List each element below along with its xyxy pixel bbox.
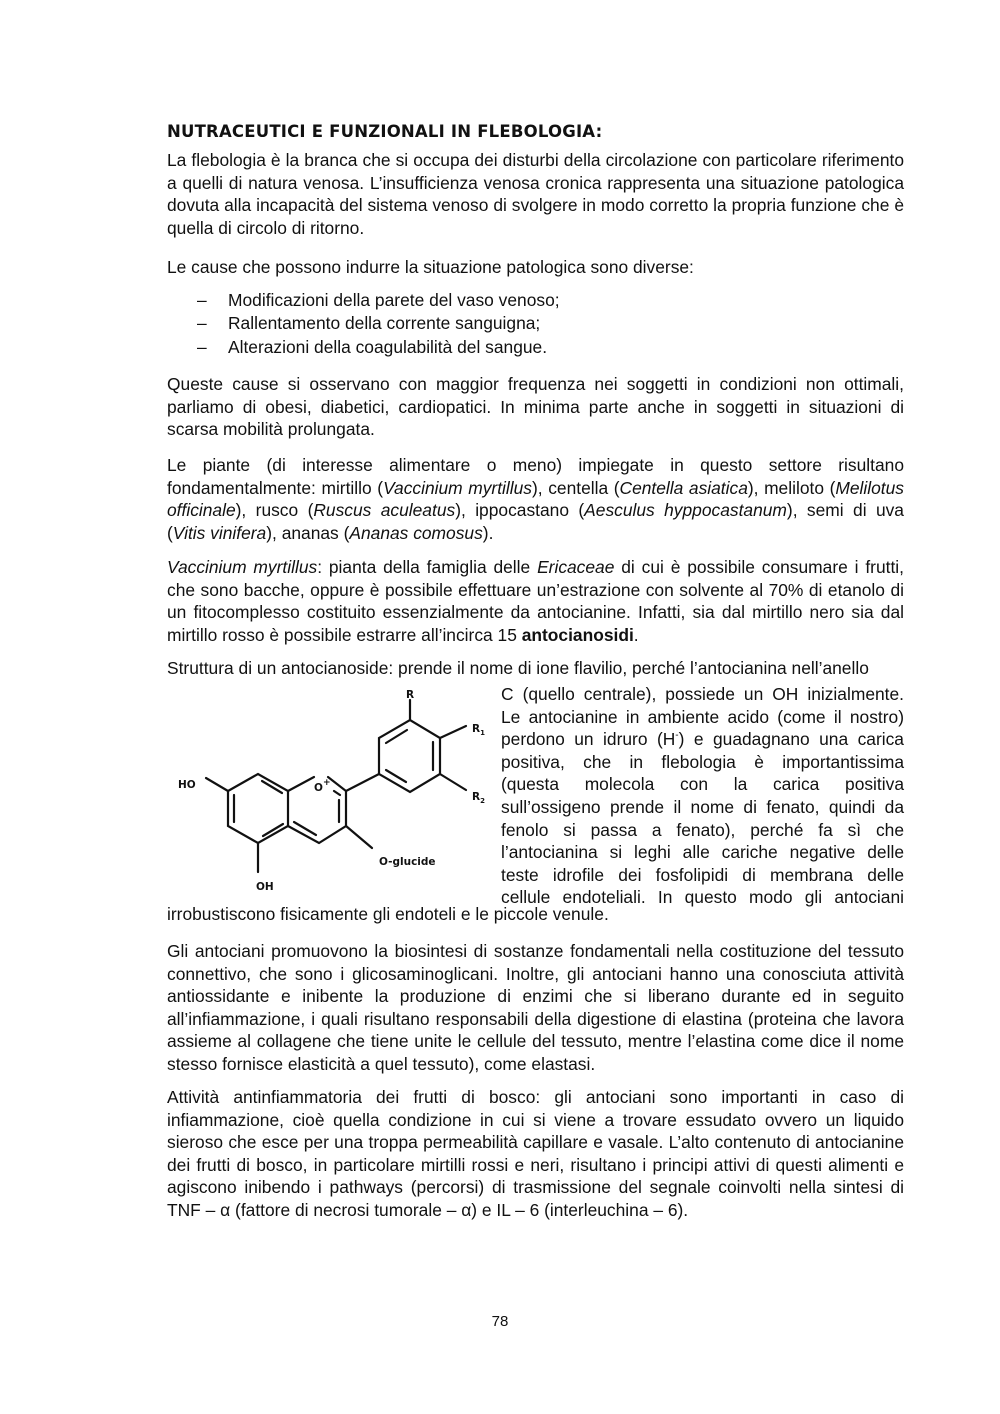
text-run: ), semi di uva ( — [167, 500, 904, 543]
paragraph-intro — [167, 149, 904, 239]
list-dash: – — [197, 336, 207, 357]
flavylium-structure-figure — [174, 688, 494, 906]
species-name: Vaccinium myrtillus — [383, 477, 532, 498]
label-ho: HO — [178, 779, 196, 791]
label-r1: $R_1$ — [472, 723, 485, 737]
text-run: ), ananas ( — [266, 522, 350, 543]
wrapped-line: cellule endoteliali. In questo modo gli antociani — [501, 887, 904, 908]
bold-term: antocianosidi — [521, 624, 634, 645]
section-heading: NUTRACEUTICI E FUNZIONALI IN FLEBOLOGIA: — [167, 122, 603, 141]
species-name: Vitis vinifera — [172, 522, 267, 543]
paragraph-connective-text: Gli antociani promuovono la biosintesi di sostanze fondamentali nella costituzione del tessuto connettivo, che sono i glicosaminoglicani. Inoltre, gli antociani hanno una conosciuta attività antiossidante e inibente la produzione di enzimi che si liberano durante ed in seguito all’infiammazione, i quali risultano responsabili della digestione di elastina (proteina che lavora assieme al collagene che tiene unite le cellule del tessuto, mentre l’elastina come dice il nome stesso fornisce elasticità a quel tessuto), come elastasi. — [167, 941, 904, 1074]
paragraph-antiinflammatory-text: Attività antinfiammatoria dei frutti di bosco: gli antociani sono importanti in caso di infiammazione, cioè quella condizione in cui si viene a trovare essudato ovvero un liquido sieroso che esce per una troppa permeabilità capillare e vasale. L’alto contenuto di antocianine dei frutti di bosco, in particolare mirtilli rossi e neri, risultano i principi attivi di questi alimenti e agiscono inibendo i pathways (percorsi) di trasmissione del segnale coinvolti nella sintesi di TNF – α (fattore di necrosi tumorale – α) e IL – 6 (interleuchina – 6). — [167, 1087, 904, 1220]
bond-ring-link — [346, 774, 379, 791]
bond-ho — [206, 778, 228, 791]
wrapped-line: teste idrofile dei fosfolipidi di membrana delle — [501, 864, 904, 885]
causes-list — [197, 289, 897, 359]
family-name: Ericaceae — [537, 557, 615, 577]
label-r: R — [406, 689, 415, 701]
list-dash: – — [197, 313, 207, 334]
text-run: ) e guadagnano una carica — [678, 729, 904, 750]
paragraph-plants-text — [167, 454, 904, 544]
text-run: perdono un idruro (H — [501, 729, 676, 750]
list-item — [197, 289, 897, 312]
flavylium-structure-diagram — [174, 688, 494, 906]
paragraph-connective — [167, 940, 904, 1076]
wrapped-line: l’antocianina si leghi alle cariche negative delle — [501, 842, 904, 863]
text-run: Le piante (di interesse alimentare o meno) impiegate in questo settore risultano fondamentalmente: mirtillo ( — [167, 455, 904, 498]
species-name: Vaccinium myrtillus — [167, 557, 318, 577]
species-name: Ruscus aculeatus — [313, 500, 456, 521]
wrapped-line: positiva, che in flebologia è importantissima — [501, 751, 904, 772]
text-run: ), ippocastano ( — [455, 500, 585, 521]
text-run: ), rusco ( — [235, 500, 314, 521]
superscript-minus: - — [675, 730, 679, 742]
paragraph-causes-intro-text: Le cause che possono indurre la situazione patologica sono diverse: — [167, 257, 694, 277]
structure-wrapped-text — [501, 680, 904, 909]
text-run: ). — [482, 522, 494, 543]
species-name: Centella asiatica — [619, 477, 748, 498]
text-run: ), meliloto ( — [747, 477, 836, 498]
list-item-text: Modificazioni della parete del vaso venoso; — [228, 290, 560, 310]
wrapped-line: sull’ossigeno prende il nome di fenato, quindi da — [501, 796, 904, 817]
list-dash: – — [197, 290, 207, 310]
text-run: . — [633, 624, 639, 645]
paragraph-antiinflammatory — [167, 1086, 904, 1222]
paragraph-vaccinium — [167, 556, 904, 646]
species-name: Aesculus hyppocastanum — [584, 500, 787, 521]
text-run: di cui è possibile consumare i frutti, che sono bacche, oppure è possibile effettuare un’estrazione con solvente al 70% di etanolo di un fitocomplesso costituito essenzialmente da antocianine. Infatti, sia dal mirtillo nero sia dal mirtillo rosso è possibile estrarre all’incirca 15 — [167, 557, 904, 645]
paragraph-risk-groups — [167, 373, 904, 441]
text-run: ), centella ( — [532, 477, 620, 498]
paragraph-plants — [167, 454, 904, 544]
paragraph-risk-groups-text: Queste cause si osservano con maggior frequenza nei soggetti in condizioni non ottimali, parliamo di obesi, diabetici, cardiopatici. In minima parte anche in soggetti in situazioni di scarsa mobilità prolungata. — [167, 374, 904, 440]
paragraph-vaccinium-text — [167, 556, 904, 646]
wrapped-line: Le antocianine in ambiente acido (come il nostro) — [501, 706, 904, 727]
ring-b — [379, 720, 440, 792]
paragraph-intro-text: La flebologia è la branca che si occupa dei disturbi della circolazione con particolare riferimento a quelli di natura venosa. L’insufficienza venosa cronica rappresenta una situazione patologica dovuta alla incapacità del sistema venoso di svolgere in modo corretto la propria funzione che è quella di circolo di ritorno. — [167, 150, 904, 238]
paragraph-causes-intro — [167, 256, 904, 279]
bond-r2 — [440, 774, 466, 790]
bond-c-o — [288, 777, 314, 791]
label-r2: $R_2$ — [472, 791, 485, 805]
double-bond — [294, 822, 316, 835]
label-o-glucide: O-glucide — [379, 856, 436, 868]
label-oh: OH — [256, 881, 274, 893]
species-name: Ananas comosus — [349, 522, 483, 543]
species-name: Melilotus officinale — [167, 477, 904, 521]
list-item — [197, 312, 897, 335]
structure-last-line: irrobustiscono fisicamente gli endoteli e le piccole venule. — [167, 904, 609, 924]
text-run: : pianta della famiglia delle — [317, 557, 538, 577]
bond-oglucide — [346, 826, 372, 848]
wrapped-line — [501, 728, 904, 751]
list-item-text: Alterazioni della coagulabilità del sangue. — [228, 336, 548, 357]
bond-r1 — [440, 726, 466, 738]
double-bond — [334, 791, 340, 795]
label-o-plus: O+ — [314, 778, 331, 794]
list-item-text: Rallentamento della corrente sanguigna; — [228, 313, 541, 334]
wrapped-line: C (quello centrale), possiede un OH inizialmente. — [501, 684, 904, 704]
wrapped-line: (questa molecola con la carica positiva — [501, 774, 904, 795]
list-item — [197, 336, 897, 359]
ring-a — [228, 774, 288, 843]
structure-first-line: Struttura di un antocianoside: prende il nome di ione flavilio, perché l’antocianina nell’anello — [167, 658, 869, 678]
wrapped-line: fenolo si passa a fenato), perché fa sì che — [501, 819, 904, 840]
page-number: 78 — [491, 1313, 509, 1330]
